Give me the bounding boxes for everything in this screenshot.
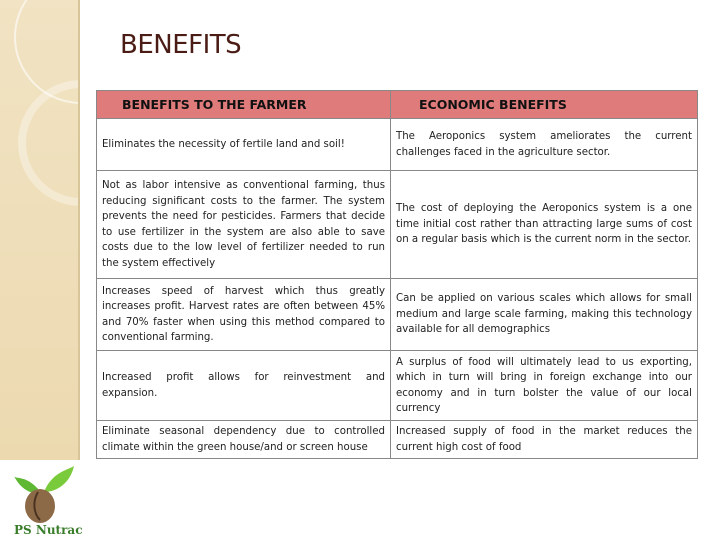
economic-cell: A surplus of food will ultimately lead to us exporting, which in turn will bring in foreign exchange into our economy and in turn bolster the value of our local currency bbox=[391, 351, 698, 421]
page-title: BENEFITS bbox=[120, 30, 242, 60]
table-row bbox=[97, 279, 698, 351]
farmer-cell: Eliminate seasonal dependency due to controlled climate within the green house/and or screen house bbox=[97, 421, 391, 459]
table-row bbox=[97, 421, 698, 459]
logo-text: PS Nutrac bbox=[14, 523, 83, 537]
economic-cell: The Aeroponics system ameliorates the current challenges faced in the agriculture sector. bbox=[391, 119, 698, 171]
table-header-row bbox=[97, 91, 698, 119]
table-row bbox=[97, 351, 698, 421]
table-row bbox=[97, 119, 698, 171]
economic-cell: The cost of deploying the Aeroponics system is a one time initial cost rather than attracting large sums of cost on a regular basis which is the current norm in the sector. bbox=[391, 171, 698, 279]
decorative-sidebar bbox=[0, 0, 80, 460]
header-farmer: BENEFITS TO THE FARMER bbox=[97, 91, 391, 119]
farmer-cell: Not as labor intensive as conventional farming, thus reducing significant costs to the farmer. The system prevents the need for pesticides. Farmers that decide to use fertilizer in the system are also able to save costs due to the low level of fertilizer needed to run the system effectively bbox=[97, 171, 391, 279]
farmer-cell: Increased profit allows for reinvestment and expansion. bbox=[97, 351, 391, 421]
economic-cell: Increased supply of food in the market reduces the current high cost of food bbox=[391, 421, 698, 459]
table-row bbox=[97, 171, 698, 279]
farmer-cell: Eliminates the necessity of fertile land and soil! bbox=[97, 119, 391, 171]
farmer-cell: Increases speed of harvest which thus greatly increases profit. Harvest rates are often between 45% and 70% faster when using this method compared to conventional farming. bbox=[97, 279, 391, 351]
benefits-table bbox=[96, 90, 698, 459]
economic-cell: Can be applied on various scales which allows for small medium and large scale farming, making this technology available for all demographics bbox=[391, 279, 698, 351]
header-economic: ECONOMIC BENEFITS bbox=[391, 91, 698, 119]
